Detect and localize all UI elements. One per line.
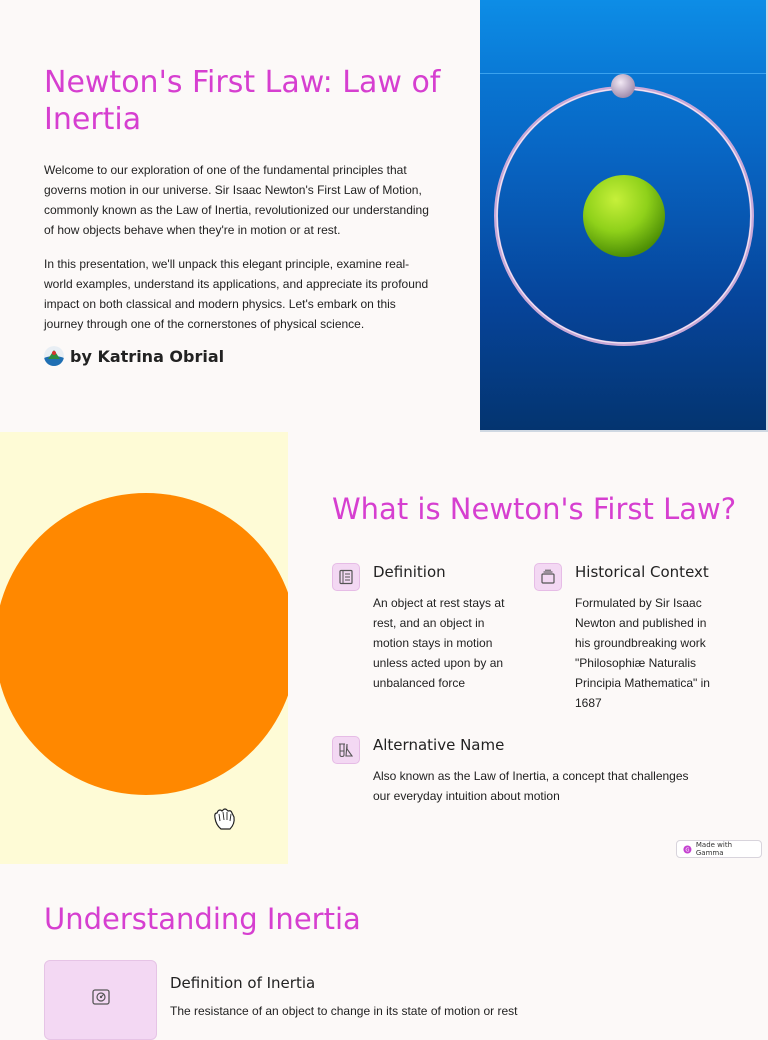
feature-body: An object at rest stays at rest, and an object in motion stays in motion unless acted upon by an unbalanced force bbox=[373, 596, 505, 690]
understanding-slide bbox=[0, 864, 768, 1024]
author-byline bbox=[44, 346, 224, 366]
feature-title: Alternative Name bbox=[373, 736, 505, 754]
inertia-definition-title: Definition of Inertia bbox=[170, 974, 316, 992]
inertia-definition-body: The resistance of an object to change in its state of motion or rest bbox=[170, 1004, 518, 1018]
hand-cursor-icon bbox=[215, 809, 234, 829]
moon-sphere bbox=[611, 74, 635, 98]
feature-title: Definition bbox=[373, 563, 446, 581]
title-slide bbox=[0, 0, 768, 432]
made-with-gamma-badge[interactable] bbox=[676, 840, 762, 858]
what-is-slide bbox=[0, 432, 768, 864]
feature-title: Historical Context bbox=[575, 563, 709, 581]
vault-icon bbox=[91, 987, 111, 1007]
svg-text:G: G bbox=[685, 846, 690, 853]
layers-icon bbox=[534, 563, 562, 591]
section-title-understanding: Understanding Inertia bbox=[44, 902, 361, 936]
sun-illustration bbox=[0, 432, 288, 864]
feature-body: Formulated by Sir Isaac Newton and published in his groundbreaking work "Philosophiæ Naturalis Principia Mathematica" in 1687 bbox=[575, 596, 710, 710]
page-title: Newton's First Law: Law of Inertia bbox=[44, 65, 441, 137]
orange-sun bbox=[0, 493, 288, 795]
author-name: by Katrina Obrial bbox=[70, 346, 225, 366]
author-avatar[interactable] bbox=[44, 346, 64, 366]
gamma-badge-label: Made with Gamma bbox=[695, 841, 733, 857]
inertia-card bbox=[44, 960, 157, 1040]
orbit-illustration bbox=[480, 0, 768, 432]
intro-paragraph-1: Welcome to our exploration of one of the fundamental principles that governs motion in our universe. Sir Isaac Newton's First Law of Motion, commonly known as the Law of Inertia, revolutionized our understanding of how objects behave when they're in motion or at rest. bbox=[44, 163, 429, 237]
planet-sphere bbox=[583, 175, 665, 257]
gamma-logo-icon bbox=[683, 845, 692, 854]
flask-icon bbox=[332, 736, 360, 764]
intro-paragraph-2: In this presentation, we'll unpack this elegant principle, examine real-world examples, understand its applications, and appreciate its profound impact on both classical and modern physics. Let's embark on this journey through one of the cornerstones of physical science. bbox=[44, 257, 429, 331]
book-icon bbox=[332, 563, 360, 591]
feature-body: Also known as the Law of Inertia, a concept that challenges our everyday intuition about motion bbox=[373, 769, 689, 803]
section-title-what-is: What is Newton's First Law? bbox=[332, 492, 737, 526]
